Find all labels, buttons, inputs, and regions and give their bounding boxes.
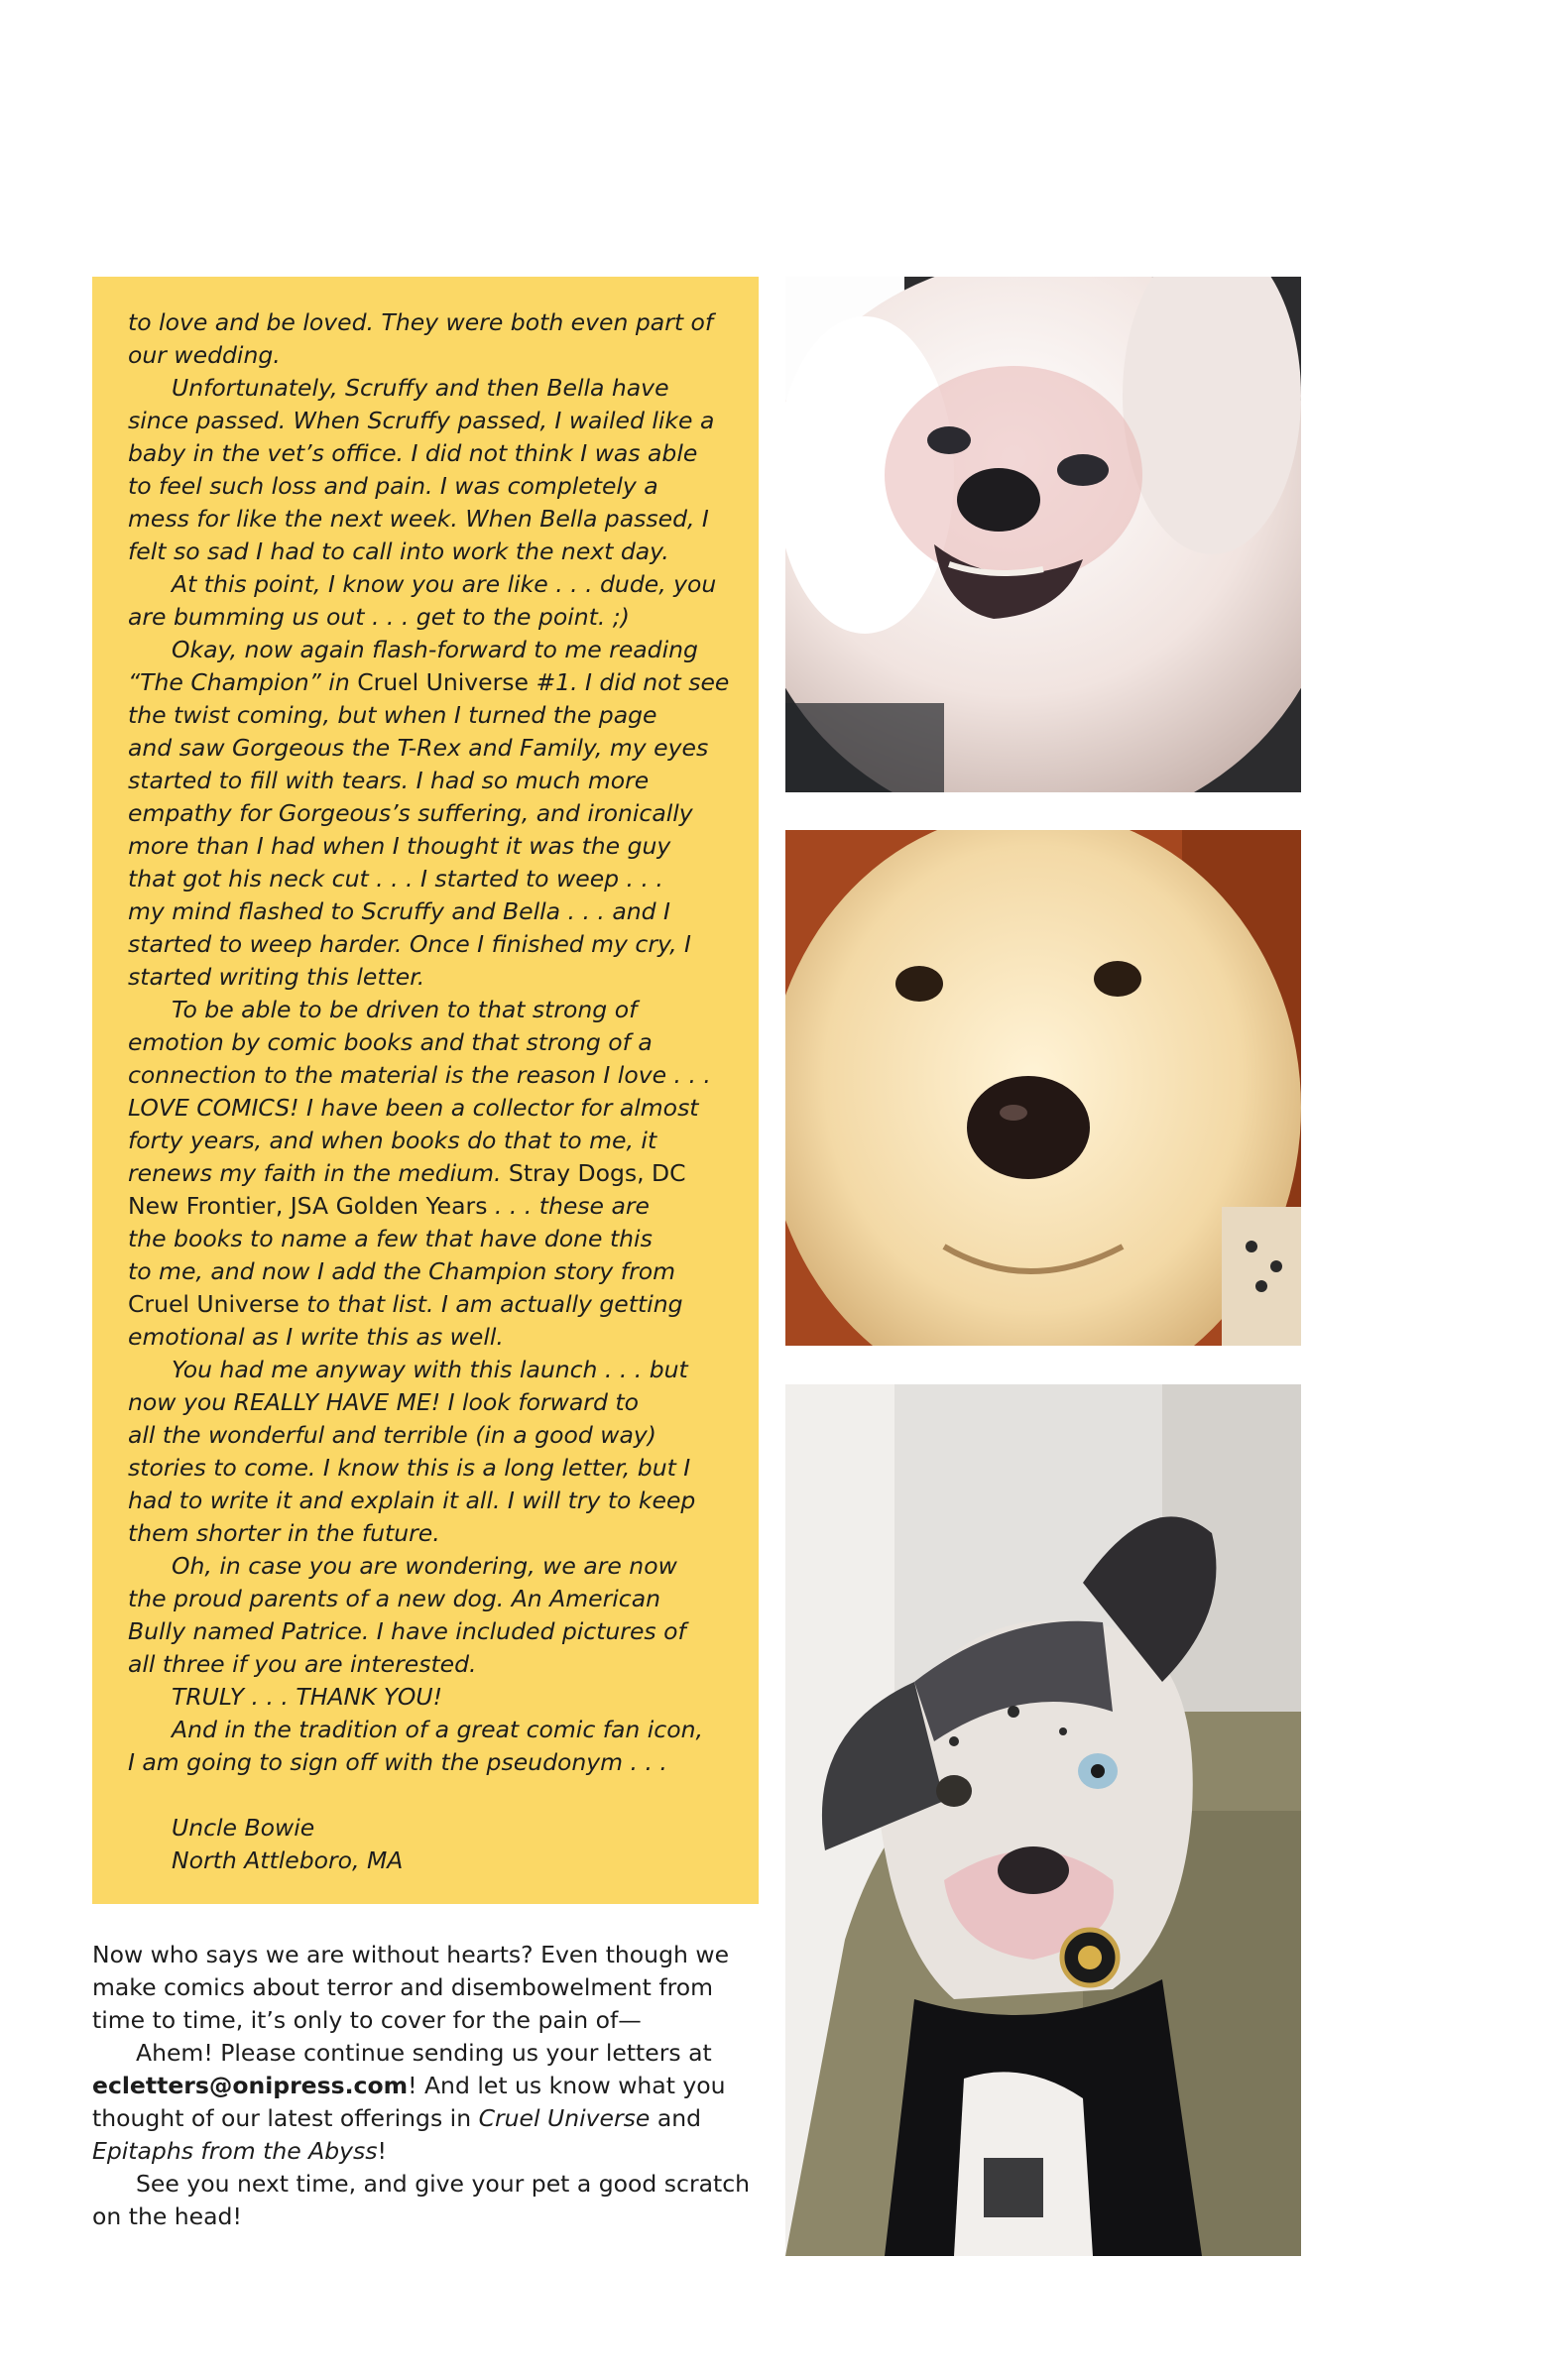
reply-line — [92, 2102, 767, 2135]
letter-line: since passed. When Scruffy passed, I wailed like a — [128, 407, 715, 434]
letter-line: To be able to be driven to that strong of — [172, 996, 638, 1023]
comic-title: Cruel Universe — [478, 2104, 651, 2132]
letter-line: to love and be loved. They were both even part of — [128, 308, 714, 336]
letter-line: my mind flashed to Scruffy and Bella . . . and I — [128, 897, 670, 925]
reply-text: ! And let us know what you — [408, 2072, 726, 2099]
letter-line: to me, and now I add the Champion story from — [128, 1257, 675, 1285]
white-dog-illustration — [785, 277, 1301, 792]
reply-line: See you next time, and give your pet a good scratch — [136, 2170, 751, 2198]
reply-line: time to time, it’s only to cover for the pain of— — [92, 2006, 642, 2034]
letter-line: all three if you are interested. — [128, 1650, 477, 1678]
letter-line: our wedding. — [128, 341, 281, 369]
letter-line: to feel such loss and pain. I was completely a — [128, 472, 658, 500]
white-dog-photo — [785, 277, 1301, 792]
letter-line — [128, 1288, 721, 1321]
letter-line: You had me anyway with this launch . . . but — [172, 1356, 688, 1383]
letter-line: connection to the material is the reason I love . . . — [128, 1061, 711, 1089]
letter-text: “The Champion” in — [128, 668, 350, 696]
letter-line: now you REALLY HAVE ME! I look forward to — [128, 1388, 639, 1416]
comic-title: Cruel Universe — [128, 1290, 299, 1318]
letter-line: more than I had when I thought it was the guy — [128, 832, 671, 860]
cream-dog-illustration — [785, 830, 1301, 1346]
reply-line — [92, 2070, 767, 2102]
letter-line: and saw Gorgeous the T-Rex and Family, my eyes — [128, 734, 709, 762]
comic-title: Cruel Universe — [349, 668, 536, 696]
letter-line: empathy for Gorgeous’s suffering, and ironically — [128, 799, 693, 827]
letter-line: felt so sad I had to call into work the next day. — [128, 537, 669, 565]
reply-text: and — [650, 2104, 702, 2132]
letter-line: mess for like the next week. When Bella passed, I — [128, 505, 709, 533]
letter-line: forty years, and when books do that to me, it — [128, 1127, 657, 1154]
spacer — [128, 1779, 721, 1812]
letter-line: the proud parents of a new dog. An American — [128, 1585, 660, 1612]
reply-line: on the head! — [92, 2202, 242, 2230]
puppy-photo — [785, 1384, 1301, 2256]
letter-line: Bully named Patrice. I have included pictures of — [128, 1617, 686, 1645]
letter-line — [128, 1157, 721, 1190]
letter-line: Oh, in case you are wondering, we are now — [172, 1552, 677, 1580]
signature-name: Uncle Bowie — [172, 1814, 315, 1842]
comic-title: Epitaphs from the Abyss — [92, 2137, 378, 2165]
reply-line: Now who says we are without hearts? Even though we — [92, 1941, 730, 1968]
letter-line: the twist coming, but when I turned the page — [128, 701, 657, 729]
comic-title: New Frontier, JSA Golden Years — [128, 1192, 488, 1220]
letter-line: started writing this letter. — [128, 963, 425, 991]
signature-location: North Attleboro, MA — [172, 1846, 404, 1874]
letter-line: emotional as I write this as well. — [128, 1323, 504, 1351]
letter-line: all the wonderful and terrible (in a good way) — [128, 1421, 656, 1449]
letter-line: started to weep harder. Once I finished my cry, I — [128, 930, 691, 958]
letter-box — [92, 277, 759, 1904]
letter-text: . . . these are — [487, 1192, 650, 1220]
letter-line: At this point, I know you are like . . . dude, you — [172, 570, 717, 598]
letter-line — [128, 666, 730, 699]
letter-line: And in the tradition of a great comic fan icon, — [172, 1716, 703, 1743]
letter-line: baby in the vet’s office. I did not think I was able — [128, 439, 698, 467]
reply-text: thought of our latest offerings in — [92, 2104, 479, 2132]
reply-line — [92, 2135, 767, 2168]
letter-line: stories to come. I know this is a long letter, but I — [128, 1454, 691, 1482]
reply-text: ! — [377, 2137, 387, 2165]
letter-line: TRULY . . . THANK YOU! — [172, 1683, 442, 1711]
email-link[interactable]: ecletters@onipress.com — [92, 2072, 409, 2099]
cream-dog-photo — [785, 830, 1301, 1346]
comic-title: Stray Dogs, DC — [501, 1159, 686, 1187]
reply-line: Ahem! Please continue sending us your letters at — [136, 2039, 712, 2067]
letter-line: emotion by comic books and that strong of a — [128, 1028, 653, 1056]
letter-text: renews my faith in the medium. — [128, 1159, 502, 1187]
letter-line: Okay, now again flash-forward to me reading — [172, 636, 698, 663]
reply-line: make comics about terror and disembowelment from — [92, 1973, 714, 2001]
letter-text: #1. I did not see — [536, 668, 730, 696]
letter-line — [128, 1190, 721, 1223]
letter-line: them shorter in the future. — [128, 1519, 440, 1547]
letter-line: LOVE COMICS! I have been a collector for almost — [128, 1094, 699, 1122]
letter-text: to that list. I am actually getting — [298, 1290, 683, 1318]
letter-line: had to write it and explain it all. I will try to keep — [128, 1487, 696, 1514]
editor-reply — [92, 1939, 767, 2233]
letter-line: are bumming us out . . . get to the point. ;) — [128, 603, 630, 631]
letter-line: started to fill with tears. I had so much more — [128, 767, 650, 794]
letter-line: I am going to sign off with the pseudonym . . . — [128, 1748, 667, 1776]
letter-line: Unfortunately, Scruffy and then Bella have — [172, 374, 669, 402]
letter-line: the books to name a few that have done this — [128, 1225, 653, 1252]
letter-line: that got his neck cut . . . I started to weep . . . — [128, 865, 663, 892]
puppy-illustration — [785, 1384, 1301, 2256]
